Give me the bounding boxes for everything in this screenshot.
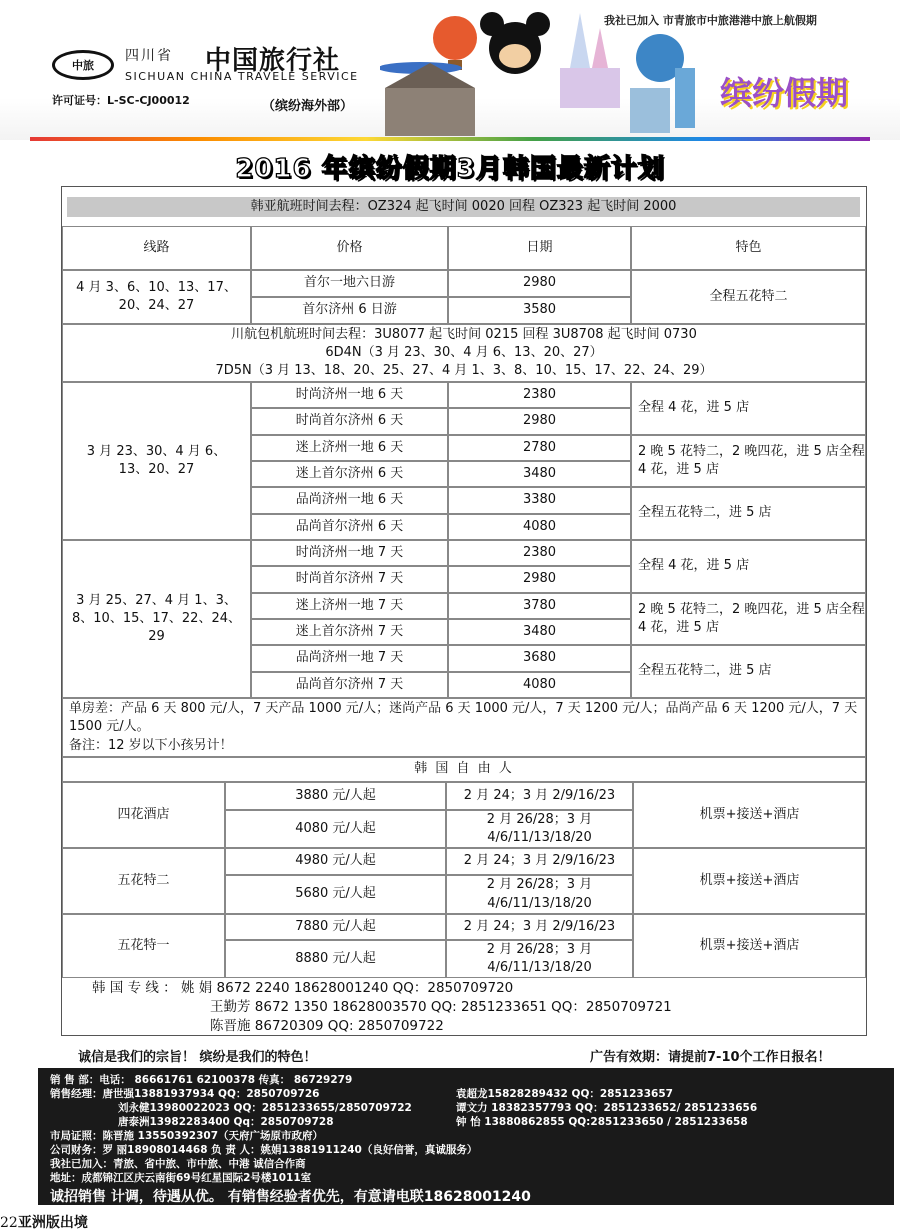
table-row-price: 4080: [448, 672, 631, 698]
table-row-route: 时尚首尔济州 6 天: [251, 408, 448, 435]
table-row-route: 品尚济州一地 7 天: [251, 645, 448, 672]
hotel-date: 2 月 26/28；3 月 4/6/11/13/18/20: [446, 875, 633, 914]
header-date: 日期: [448, 226, 631, 270]
footer-line: 刘永健13980022023 QQ：2851233655/2850709722: [118, 1102, 412, 1114]
table-row-price: 3480: [448, 619, 631, 645]
brand-logo-text: 缤纷假期: [720, 74, 849, 112]
page-footer-label: [0, 1212, 88, 1230]
table-row-route: 迷上济州一地 7 天: [251, 593, 448, 619]
footer-line: 地址：成都锦江区庆云南街69号红星国际2号楼1011室: [50, 1172, 312, 1184]
charter-flight-info: [62, 324, 866, 382]
hotel-date: 2 月 24；3 月 2/9/16/23: [446, 914, 633, 940]
footer-line: 唐泰洲13982283400 Qq：2850709728: [118, 1116, 334, 1128]
hotel-package: 机票+接送+酒店: [633, 914, 866, 978]
table-row-price: 2380: [448, 540, 631, 566]
page-title: 2016 年缤纷假期3月韩国最新计划: [235, 154, 665, 184]
table-row-route: 迷上济州一地 6 天: [251, 435, 448, 461]
table-row-route: 品尚首尔济州 7 天: [251, 672, 448, 698]
table-row-price: 2980: [448, 270, 631, 297]
section3-feature: 2 晚 5 花特二，2 晚四花，进 5 店全程 4 花，进 5 店: [631, 593, 866, 645]
hotel-date: 2 月 26/28；3 月 4/6/11/13/18/20: [446, 940, 633, 978]
hotel-price: 8880 元/人起: [225, 940, 446, 978]
footer-line: 钟 怡 13880862855 QQ:2851233650 / 2851233658: [456, 1116, 748, 1128]
footer-contact-panel: [38, 1068, 894, 1205]
page-section-label: 亚洲版出境: [17, 1215, 88, 1230]
hotel-price: 4080 元/人起: [225, 810, 446, 848]
table-row-route: 时尚济州一地 6 天: [251, 382, 448, 408]
section2-feature: 全程五花特二，进 5 店: [631, 487, 866, 540]
child-note: 备注：12 岁以下小孩另计！: [69, 737, 233, 753]
header-route: 线路: [62, 226, 251, 270]
footer-line: 公司财务：罗 丽18908014468 负 责 人：姚娟13881911240（良好信誉，真诚服务）: [50, 1144, 478, 1156]
header-divider: [30, 137, 870, 141]
section3-feature: 全程五花特二，进 5 店: [631, 645, 866, 698]
table-row-price: 3680: [448, 645, 631, 672]
table-row-route: 迷上首尔济州 6 天: [251, 461, 448, 487]
hotel-price: 7880 元/人起: [225, 914, 446, 940]
table-row-route: 首尔济州 6 日游: [251, 297, 448, 324]
membership-note: 我社已加入 市青旅市中旅港港中旅上航假期: [604, 14, 817, 27]
company-name-cn: 中国旅行社: [205, 46, 341, 76]
footer-line: 袁超龙15828289432 QQ：2851233657: [456, 1088, 673, 1100]
pricing-notes: [62, 698, 866, 757]
contact-line: 韩 国 专 线 ： 姚 娟 8672 2240 18628001240 QQ：2850709720: [92, 980, 514, 996]
page-header: [0, 0, 900, 140]
section1-dates: 4 月 3、6、10、13、17、20、24、27: [62, 270, 251, 324]
table-row-price: 3780: [448, 593, 631, 619]
province-label: 四川省: [125, 48, 173, 64]
license-number: 许可证号：L-SC-CJ00012: [52, 94, 190, 107]
recruitment-line: 诚招销售 计调，待遇从优。 有销售经验者优先，有意请电联18628001240: [50, 1189, 531, 1205]
hotel-name: 五花特一: [62, 914, 225, 978]
section3-feature: 全程 4 花，进 5 店: [631, 540, 866, 593]
page-number: 22: [0, 1215, 18, 1230]
motto-left: 诚信是我们的宗旨！ 缤纷是我们的特色！: [78, 1050, 317, 1065]
table-row-route: 品尚首尔济州 6 天: [251, 514, 448, 540]
table-row-price: 2380: [448, 382, 631, 408]
hotel-name: 四花酒店: [62, 782, 225, 848]
header-feature: 特色: [631, 226, 866, 270]
hotel-price: 4980 元/人起: [225, 848, 446, 875]
table-row-route: 迷上首尔济州 7 天: [251, 619, 448, 645]
table-row-price: 4080: [448, 514, 631, 540]
hotel-package: 机票+接送+酒店: [633, 782, 866, 848]
hotel-date: 2 月 26/28；3 月 4/6/11/13/18/20: [446, 810, 633, 848]
table-row-route: 首尔一地六日游: [251, 270, 448, 297]
hotel-name: 五花特二: [62, 848, 225, 914]
section2-feature: 2 晚 5 花特二，2 晚四花，进 5 店全程 4 花，进 5 店: [631, 435, 866, 487]
footer-line: 谭文力 18382357793 QQ：2851233652/ 2851233656: [456, 1102, 758, 1114]
department-label: （缤纷海外部）: [262, 99, 354, 114]
hotel-price: 5680 元/人起: [225, 875, 446, 914]
charter-line3: 7D5N（3 月 13、18、20、25、27、4 月 1、3、8、10、15、17、22、24、29）: [215, 363, 713, 379]
section1-feature: 全程五花特二: [631, 270, 866, 324]
footer-line: 销 售 部：电话： 86661761 62100378 传真： 86729279: [50, 1074, 353, 1086]
hotel-date: 2 月 24；3 月 2/9/16/23: [446, 848, 633, 875]
validity-note: 广告有效期：请提前7-10个工作日报名！: [590, 1050, 831, 1065]
contact-line: 陈晋施 86720309 QQ: 2850709722: [210, 1018, 444, 1034]
table-row-route: 时尚济州一地 7 天: [251, 540, 448, 566]
charter-line1: 川航包机航班时间去程：3U8077 起飞时间 0215 回程 3U8708 起飞时间 0730: [231, 326, 697, 342]
footer-line: 我社已加入：青旅、省中旅、市中旅、中港 诚信合作商: [50, 1158, 306, 1170]
table-row-price: 2780: [448, 435, 631, 461]
company-logo: 中旅: [52, 50, 114, 80]
table-row-route: 品尚济州一地 6 天: [251, 487, 448, 514]
section3-dates: 3 月 25、27、4 月 1、3、8、10、15、17、22、24、29: [62, 540, 251, 698]
hotel-package: 机票+接送+酒店: [633, 848, 866, 914]
table-row-price: 3580: [448, 297, 631, 324]
section2-dates: 3 月 23、30、4 月 6、13、20、27: [62, 382, 251, 540]
hotel-date: 2 月 24；3 月 2/9/16/23: [446, 782, 633, 810]
table-row-price: 3480: [448, 461, 631, 487]
table-row-route: 时尚首尔济州 7 天: [251, 566, 448, 593]
hotel-price: 3880 元/人起: [225, 782, 446, 810]
footer-line: 市局证照：陈晋施 13550392307（天府广场原市政府）: [50, 1130, 324, 1142]
header-price: 价格: [251, 226, 448, 270]
table-row-price: 3380: [448, 487, 631, 514]
flight-info-bar: 韩亚航班时间去程：OZ324 起飞时间 0020 回程 OZ323 起飞时间 2000: [67, 197, 860, 217]
table-row-price: 2980: [448, 566, 631, 593]
table-row-price: 2980: [448, 408, 631, 435]
contact-line: 王勤芳 8672 1350 18628003570 QQ: 2851233651 QQ：2850709721: [210, 999, 672, 1015]
single-room-note: 单房差：产品 6 天 800 元/人，7 天产品 1000 元/人；迷尚产品 6 天 1000 元/人，7 天 1200 元/人；品尚产品 6 天 1200 元/人，7 天 1500 元/人。: [69, 701, 858, 735]
section2-feature: 全程 4 花，进 5 店: [631, 382, 866, 435]
free-travel-title: 韩 国 自 由 人: [62, 757, 866, 782]
charter-line2: 6D4N（3 月 23、30、4 月 6、13、20、27）: [325, 344, 603, 360]
company-name-en: SICHUAN CHINA TRAVELE SERVICE: [125, 70, 359, 83]
footer-line: 销售经理：唐世强13881937934 QQ：2850709726: [50, 1088, 320, 1100]
